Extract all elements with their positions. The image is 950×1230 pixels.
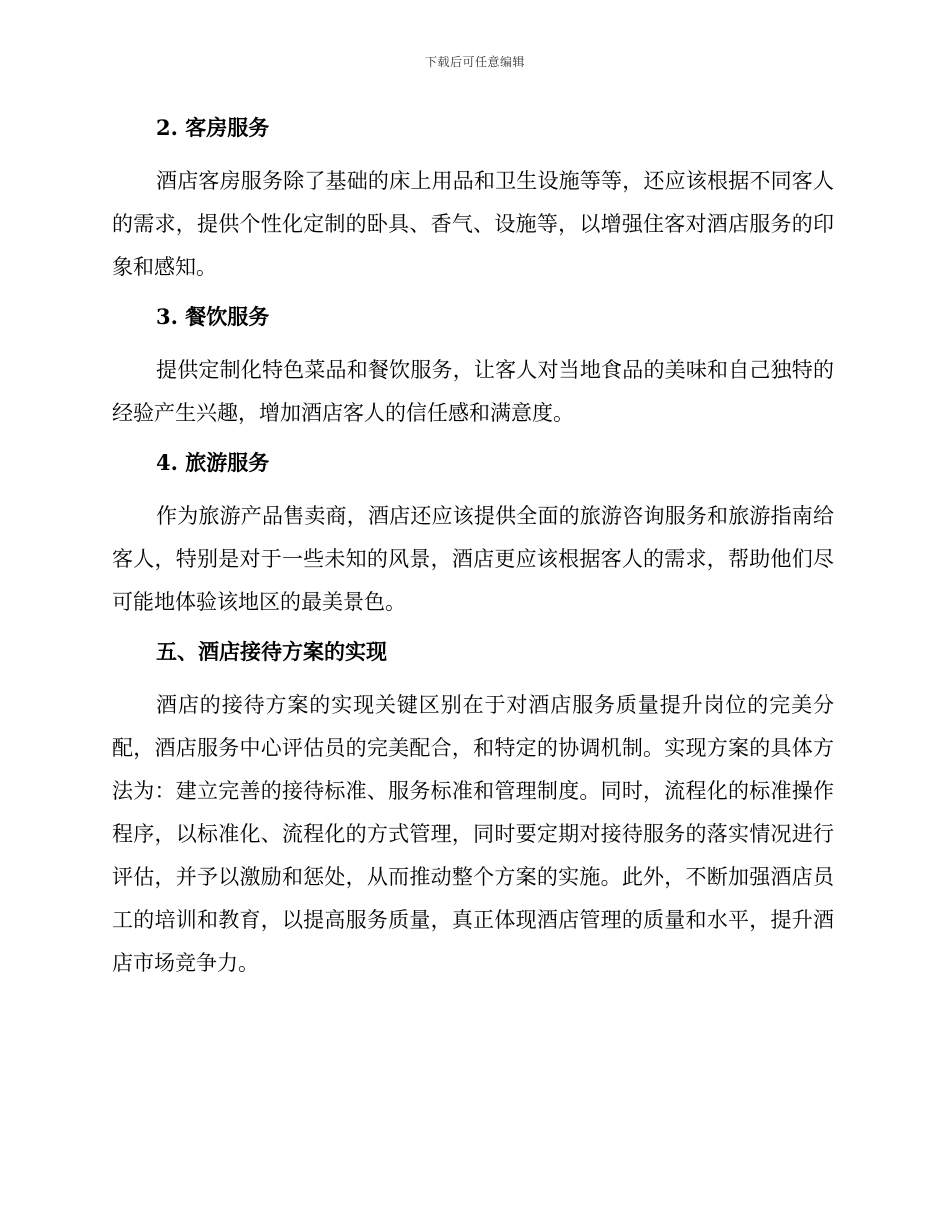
section-paragraph-dining: 提供定制化特色菜品和餐饮服务，让客人对当地食品的美味和自己独特的经验产生兴趣，增加酒店客人的信任感和满意度。 bbox=[112, 358, 834, 425]
section-paragraph-guest-room: 酒店客房服务除了基础的床上用品和卫生设施等等，还应该根据不同客人的需求，提供个性化定制的卧具、香气、设施等，以增强住客对酒店服务的印象和感知。 bbox=[112, 169, 834, 279]
section-paragraph-implementation: 酒店的接待方案的实现关键区别在于对酒店服务质量提升岗位的完美分配，酒店服务中心评估员的完美配合，和特定的协调机制。实现方案的具体方法为：建立完善的接待标准、服务标准和管理制度。同时，流程化的标准操作程序，以标准化、流程化的方式管理，同时要定期对接待服务的落实情况进行评估，并予以激励和惩处，从而推动整个方案的实施。此外，不断加强酒店员工的培训和教育，以提高服务质量，真正体现酒店管理的质量和水平，提升酒店市场竞争力。 bbox=[112, 693, 834, 975]
section-paragraph-travel: 作为旅游产品售卖商，酒店还应该提供全面的旅游咨询服务和旅游指南给客人，特别是对于一些未知的风景，酒店更应该根据客人的需求，帮助他们尽可能地体验该地区的最美景色。 bbox=[112, 504, 834, 614]
section-heading-implementation: 五、酒店接待方案的实现 bbox=[156, 639, 387, 664]
section-heading-travel: 4. 旅游服务 bbox=[156, 450, 270, 475]
page-header-note: 下载后可任意编辑 bbox=[424, 55, 525, 69]
section-heading-dining: 3. 餐饮服务 bbox=[156, 304, 270, 329]
section-heading-guest-room: 2. 客房服务 bbox=[156, 115, 270, 140]
document-body bbox=[112, 108, 834, 985]
